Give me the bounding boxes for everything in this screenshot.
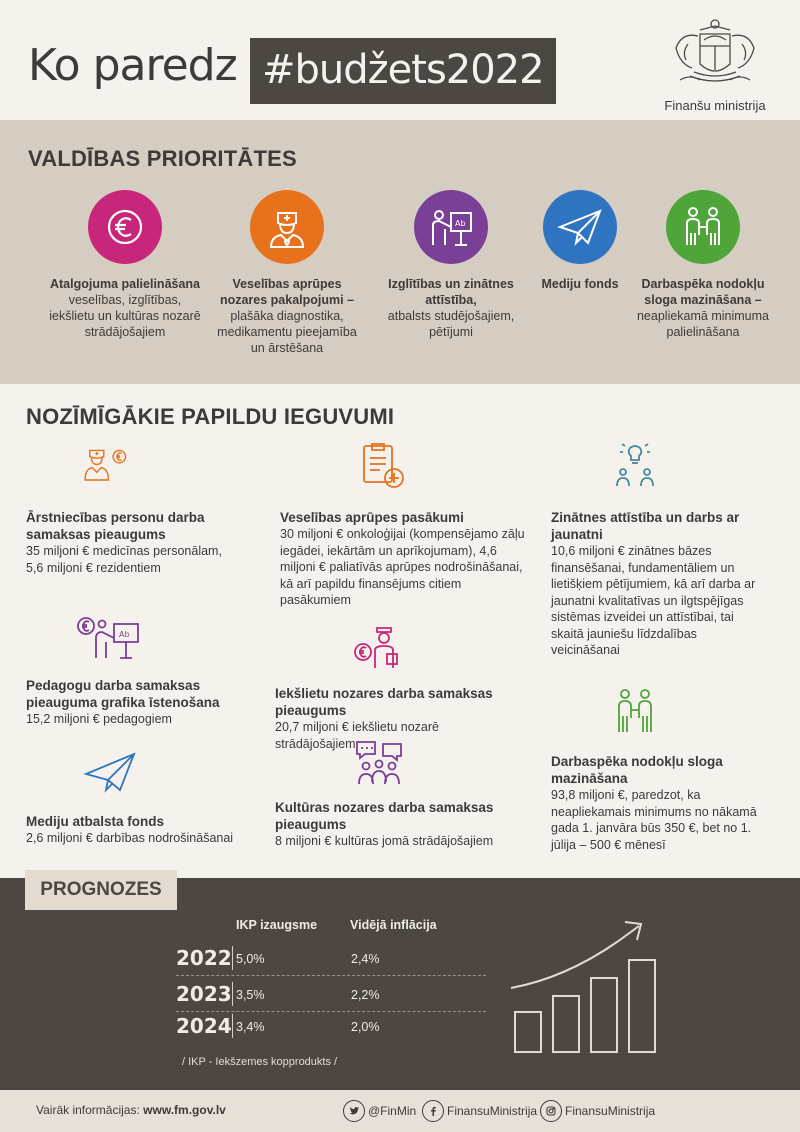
priorities-title: VALDĪBAS PRIORITĀTES [28,146,297,171]
benefit-title: Kultūras nozares darba samaksas pieaugums [275,800,494,832]
benefit-title: Veselības aprūpes pasākumi [280,510,464,525]
benefit-title: Ārstniecības personu darba samaksas pieaugums [26,510,205,542]
benefit-interior [275,622,515,752]
benefit-text: 15,2 miljoni € pedagogiem [26,712,172,726]
euro-icon [88,190,162,264]
growth-chart-icon [505,908,677,1058]
more-info-label: Vairāk informācijas: [36,1103,140,1117]
benefit-media-fund [26,746,241,847]
speech-people-icon [351,738,407,790]
people-icon [666,190,740,264]
forecast-year: 2024 [176,1014,232,1038]
ministry-name: Finanšu ministrija [664,98,766,113]
forecast-gdp: 3,4% [236,1020,265,1034]
column-header-gdp: IKP izaugsme [236,918,318,932]
twitter-icon [343,1100,365,1122]
row-divider [232,982,233,1006]
benefit-medical-staff [26,440,241,576]
clipboard-plus-icon [356,440,412,492]
row-separator [176,1011,486,1012]
benefit-health-measures [280,440,528,609]
forecast-inflation: 2,2% [351,988,380,1002]
instagram-handle: FinansuMinistrija [565,1104,656,1118]
more-info [36,1103,226,1117]
forecast-inflation: 2,4% [351,952,380,966]
medical-staff-euro-icon [82,440,138,492]
paper-plane-icon [82,746,138,798]
benefit-text: 20,7 miljoni € iekšlietu nozarē strādājošajiem [275,720,439,751]
svg-text:Ab: Ab [119,630,130,639]
priority-text: plašāka diagnostika, medikamentu pieejamība un ārstēšana [217,309,357,355]
benefits-section [0,384,800,872]
priority-taxes [625,190,781,340]
priority-title: Darbaspēka nodokļu sloga mazināšana – [641,277,765,307]
priority-health [209,190,365,356]
instagram-link[interactable] [540,1099,655,1123]
row-separator [176,975,486,976]
row-divider [232,946,233,970]
benefit-teachers [26,612,266,728]
forecast-inflation: 2,0% [351,1020,380,1034]
forecast-row [176,982,486,1012]
benefits-title: NOZĪMĪGĀKIE PAPILDU IEGUVUMI [26,404,395,429]
idea-people-icon [607,440,663,492]
gdp-note: / IKP - Iekšzemes kopprodukts / [182,1056,338,1068]
priority-salaries [47,190,203,340]
priority-text: atbalsts studējošajiem, pētījumi [387,309,515,339]
benefit-text: 8 miljoni € kultūras jomā strādājošajiem [275,834,494,848]
benefit-science-youth [551,440,766,659]
facebook-handle: FinansuMinistrija [447,1104,538,1118]
benefit-tax-burden [551,686,766,853]
title-hashtag: #budžets2022 [250,38,556,104]
twitter-handle: @FinMin [368,1104,417,1118]
benefit-title: Iekšlietu nozares darba samaksas pieaugums [275,686,493,718]
row-divider [232,1014,233,1038]
priority-title: Veselības aprūpes nozares pakalpojumi – [219,277,355,307]
forecast-gdp: 5,0% [236,952,265,966]
facebook-icon [422,1100,444,1122]
twitter-link[interactable] [343,1099,416,1123]
svg-text:Ab: Ab [455,219,466,228]
footer [0,1090,800,1132]
paper-plane-icon [543,190,617,264]
forecast-year: 2023 [176,982,232,1006]
people-icon [607,686,663,738]
priority-title: Atalgojuma palielināšana [49,277,201,291]
facebook-link[interactable] [422,1099,537,1123]
priority-text: veselības, izglītības, iekšlietu un kultūras nozarē strādājošajiem [49,293,201,339]
doctor-icon [250,190,324,264]
benefit-title: Darbaspēka nodokļu sloga mazināšana [551,754,723,786]
officer-euro-icon [351,622,407,674]
benefit-title: Pedagogu darba samaksas pieauguma grafika īstenošana [26,678,220,710]
forecast-label: PROGNOZES [25,870,177,910]
benefit-text: 93,8 miljoni €, paredzot, ka neapliekamais minimums no nākamā gada 1. janvāra būs 350 €, bet no 1. jūlija – 500 € mēnesī [551,788,757,852]
benefit-text: 10,6 miljoni € zinātnes bāzes finansēšanai, fundamentāliem un lietišķiem pētījumiem, kā arī darba ar jaunatni kvalitatīvas un ilgtspējīgas sistēmas izveidei un attīstībai, tai skaitā jauniešu līdzdalības veicināšanai [551,544,756,657]
teacher-icon [414,190,488,264]
forecast-row [176,1014,486,1044]
instagram-icon [540,1100,562,1122]
column-header-inflation: Vidējā inflācija [350,918,437,932]
benefit-title: Mediju atbalsta fonds [26,814,165,829]
benefit-text: 35 miljoni € medicīnas personālam, 5,6 miljoni € rezidentiem [26,544,222,575]
forecast-row [176,946,486,976]
priority-title: Mediju fonds [541,277,619,291]
benefit-text: 2,6 miljoni € darbības nodrošināšanai [26,831,234,845]
priorities-section [0,120,800,384]
priority-title: Izglītības un zinātnes attīstība, [388,277,514,307]
priority-text: neapliekamā minimuma palielināšana [636,309,769,339]
website-link[interactable]: www.fm.gov.lv [143,1103,226,1117]
forecast-year: 2022 [176,946,232,970]
benefit-culture [275,738,515,850]
benefit-text: 30 miljoni € onkoloģijai (kompensējamo zāļu iegādei, iekārtām un aprīkojumam), 4,6 miljoni € paliatīvās aprūpes nodrošināšanai, kā arī papildu finansējums citiem pasākumiem [280,527,525,607]
latvia-coat-of-arms-icon [660,14,770,94]
title-plain: Ko paredz [28,40,237,91]
forecast-gdp: 3,5% [236,988,265,1002]
benefit-title: Zinātnes attīstība un darbs ar jaunatni [551,510,740,542]
header [0,0,800,120]
teacher-euro-icon [74,612,146,664]
